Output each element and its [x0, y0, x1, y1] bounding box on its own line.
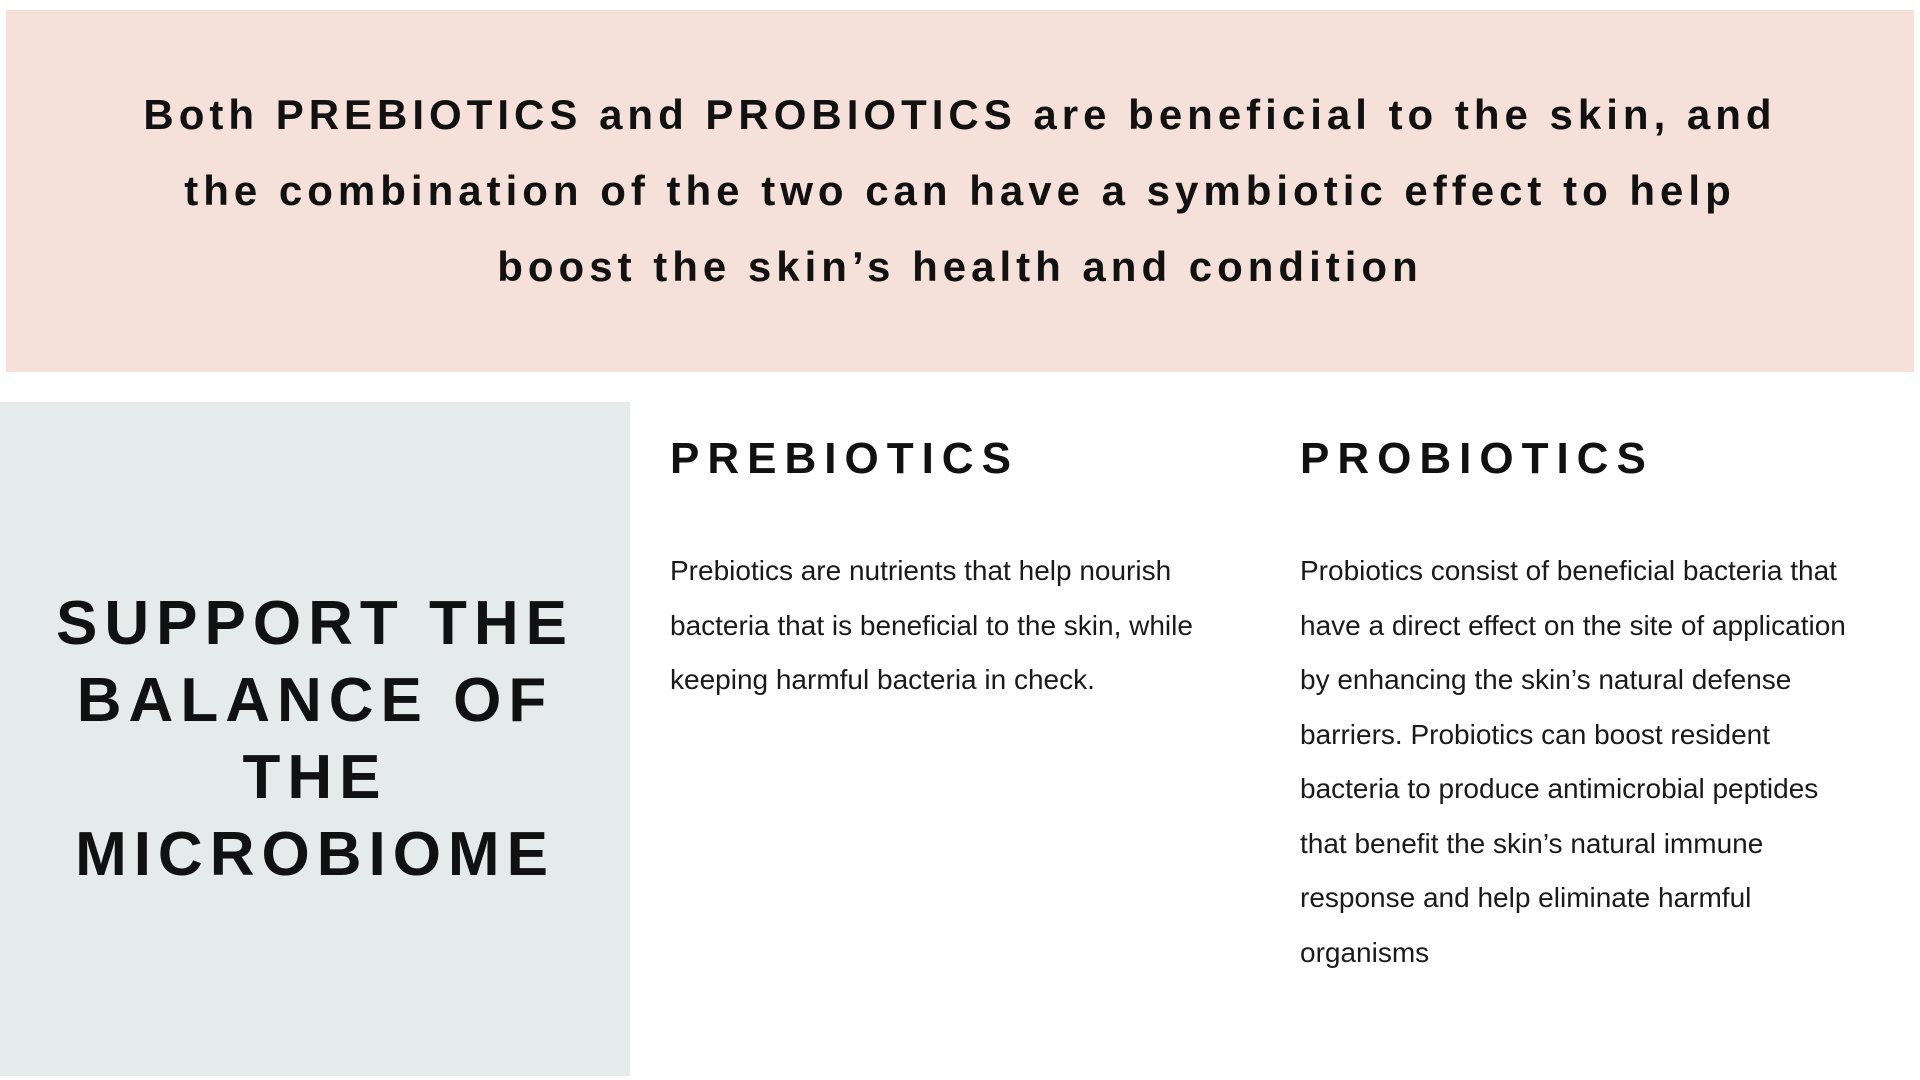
probiotics-heading: PROBIOTICS — [1300, 434, 1654, 483]
probiotics-section — [1300, 434, 1870, 980]
probiotics-description: Probiotics consist of beneficial bacteria that have a direct effect on the site of application by enhancing the skin’s natural defense barriers. Probiotics can boost resident bacteria to produce antimicrobial peptides that benefit the skin’s natural immune response and help eliminate harmful organisms — [1300, 555, 1846, 968]
prebiotics-section — [670, 434, 1230, 708]
prebiotics-description: Prebiotics are nutrients that help nourish bacteria that is beneficial to the skin, while keeping harmful bacteria in check. — [670, 555, 1193, 695]
summary-text: Both PREBIOTICS and PROBIOTICS are beneficial to the skin, and the combination of the two can have a symbiotic effect to help boost the skin’s health and condition — [143, 91, 1777, 290]
prebiotics-heading: PREBIOTICS — [670, 434, 1019, 483]
summary-banner — [6, 10, 1914, 372]
microbiome-panel — [0, 402, 630, 1076]
microbiome-title: SUPPORT THE BALANCE OF THE MICROBIOME — [56, 589, 574, 889]
